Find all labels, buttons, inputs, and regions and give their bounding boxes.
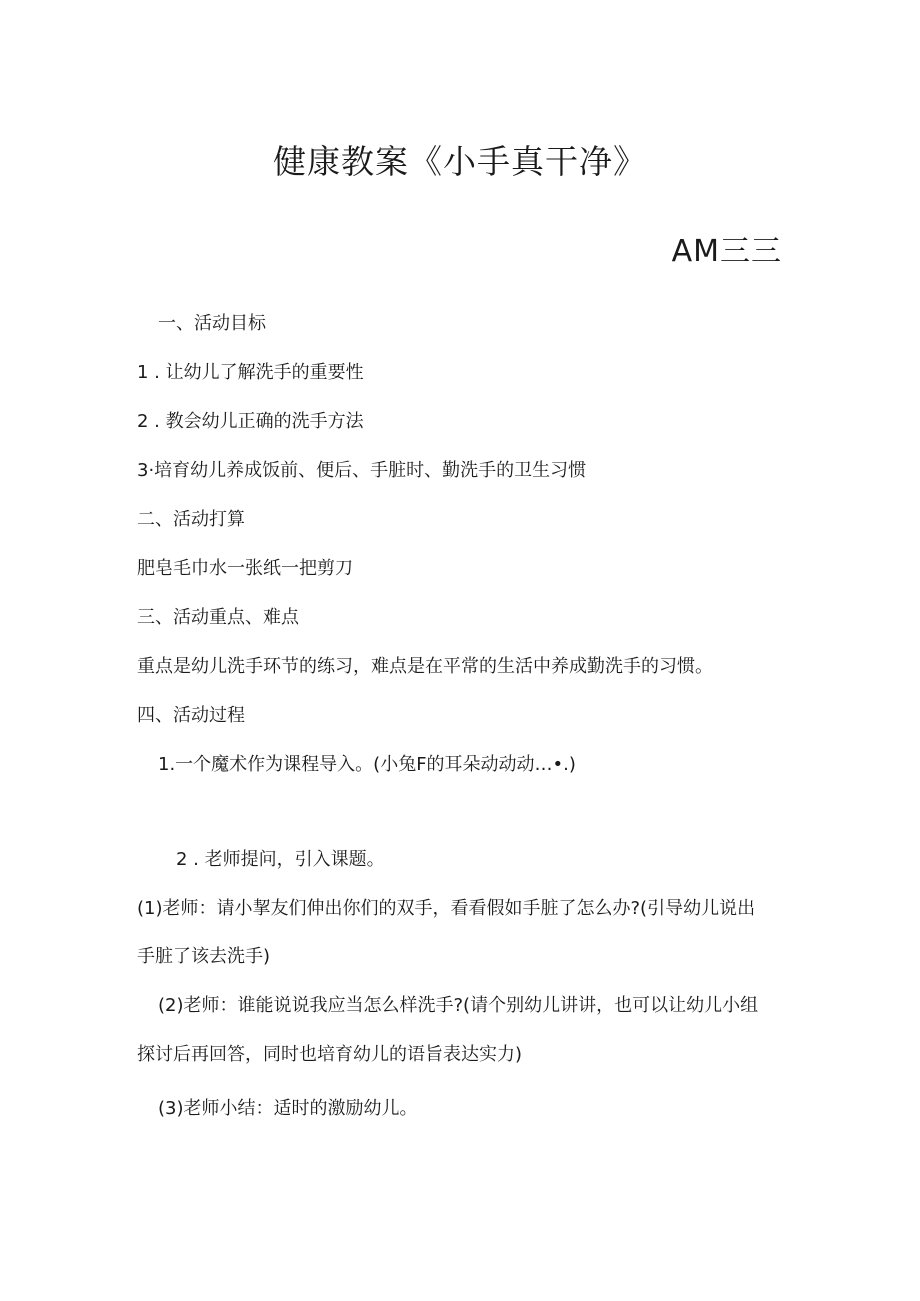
section-heading-preparation: 二、活动打算: [137, 509, 245, 530]
goal-item-3: 3·培育幼儿养成饭前、便后、手脏时、勤洗手的卫生习惯: [137, 460, 587, 481]
section-heading-goals: 一、活动目标: [158, 313, 266, 334]
document-title: 健康教案《小手真干净》: [273, 142, 647, 181]
materials-list: 肥皂毛巾水一张纸一把剪刀: [137, 558, 353, 579]
focus-description: 重点是幼儿洗手环节的练习，难点是在平常的生活中养成勤洗手的习惯。: [137, 656, 713, 677]
process-step-2: 2 . 老师提问，引入课题。: [176, 849, 385, 870]
goal-item-2: 2 . 教会幼儿正确的洗手方法: [137, 411, 364, 432]
section-heading-focus: 三、活动重点、难点: [137, 607, 299, 628]
section-heading-process: 四、活动过程: [137, 705, 245, 726]
process-step-1: 1.一个魔术作为课程导入。(小兔F的耳朵动动动…•.): [158, 754, 576, 775]
process-substep-1-line-1: (1)老师：请小挈友们伸出你们的双手，看看假如手脏了怎么办?(引导幼儿说出: [137, 898, 756, 919]
goal-item-1: 1 . 让幼儿了解洗手的重要性: [137, 362, 364, 383]
process-substep-2-line-2: 探讨后再回答，同时也培育幼儿的语旨表达实力): [137, 1044, 523, 1065]
process-substep-3: (3)老师小结：适时的激励幼儿。: [158, 1098, 418, 1119]
process-substep-1-line-2: 手脏了该去洗手): [137, 946, 271, 967]
process-substep-2-line-1: (2)老师：谁能说说我应当怎么样洗手?(请个别幼儿讲讲，也可以让幼儿小组: [158, 995, 759, 1016]
corner-mark: AM三三: [671, 234, 782, 269]
